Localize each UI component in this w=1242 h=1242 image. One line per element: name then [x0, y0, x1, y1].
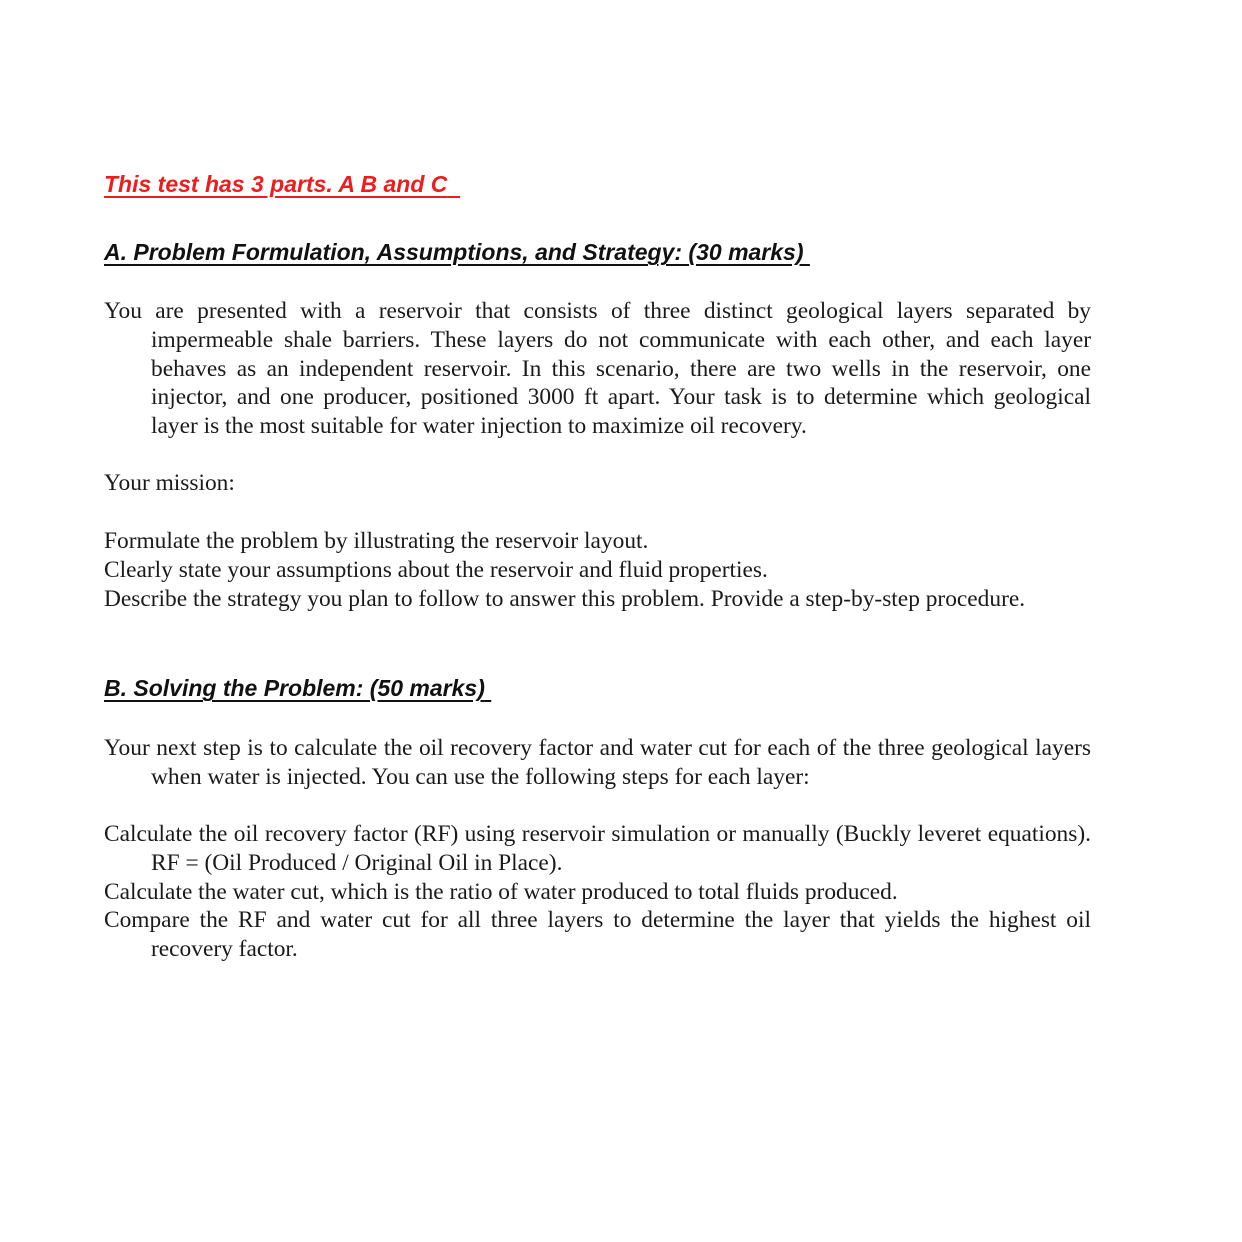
list-item: Compare the RF and water cut for all three layers to determine the layer that yields the highest oil recovery factor.	[104, 907, 1091, 963]
section-a-paragraph: You are presented with a reservoir that consists of three distinct geological layers separated by impermeable shale barriers. These layers do not communicate with each other, and each layer behaves as an independent reservoir. In this scenario, there are two wells in the reservoir, one injector, and one producer, positioned 3000 ft apart. Your task is to determine which geological layer is the most suitable for water injection to maximize oil recovery.	[104, 298, 1091, 440]
list-item: Calculate the water cut, which is the ratio of water produced to total fluids produced.	[104, 878, 898, 905]
list-item: Describe the strategy you plan to follow to answer this problem. Provide a step-by-step procedure.	[104, 585, 1026, 612]
section-b-title: B. Solving the Problem: (50 marks)	[104, 675, 485, 701]
list-item: Calculate the oil recovery factor (RF) using reservoir simulation or manually (Buckly leveret equations). RF = (Oil Produced / Original Oil in Place).	[104, 821, 1091, 876]
section-b-steps	[104, 820, 1091, 964]
list-item: Formulate the problem by illustrating the reservoir layout.	[104, 528, 649, 554]
mission-label: Your mission:	[104, 470, 235, 496]
test-parts-notice: This test has 3 parts. A B and C	[104, 171, 448, 197]
section-a-steps	[104, 527, 1091, 613]
list-item: Clearly state your assumptions about the reservoir and fluid properties.	[104, 556, 768, 583]
section-b-paragraph: Your next step is to calculate the oil recovery factor and water cut for each of the three geological layers when water is injected. You can use the following steps for each layer:	[104, 735, 1091, 790]
section-a-title: A. Problem Formulation, Assumptions, and Strategy: (30 marks)	[104, 239, 804, 265]
